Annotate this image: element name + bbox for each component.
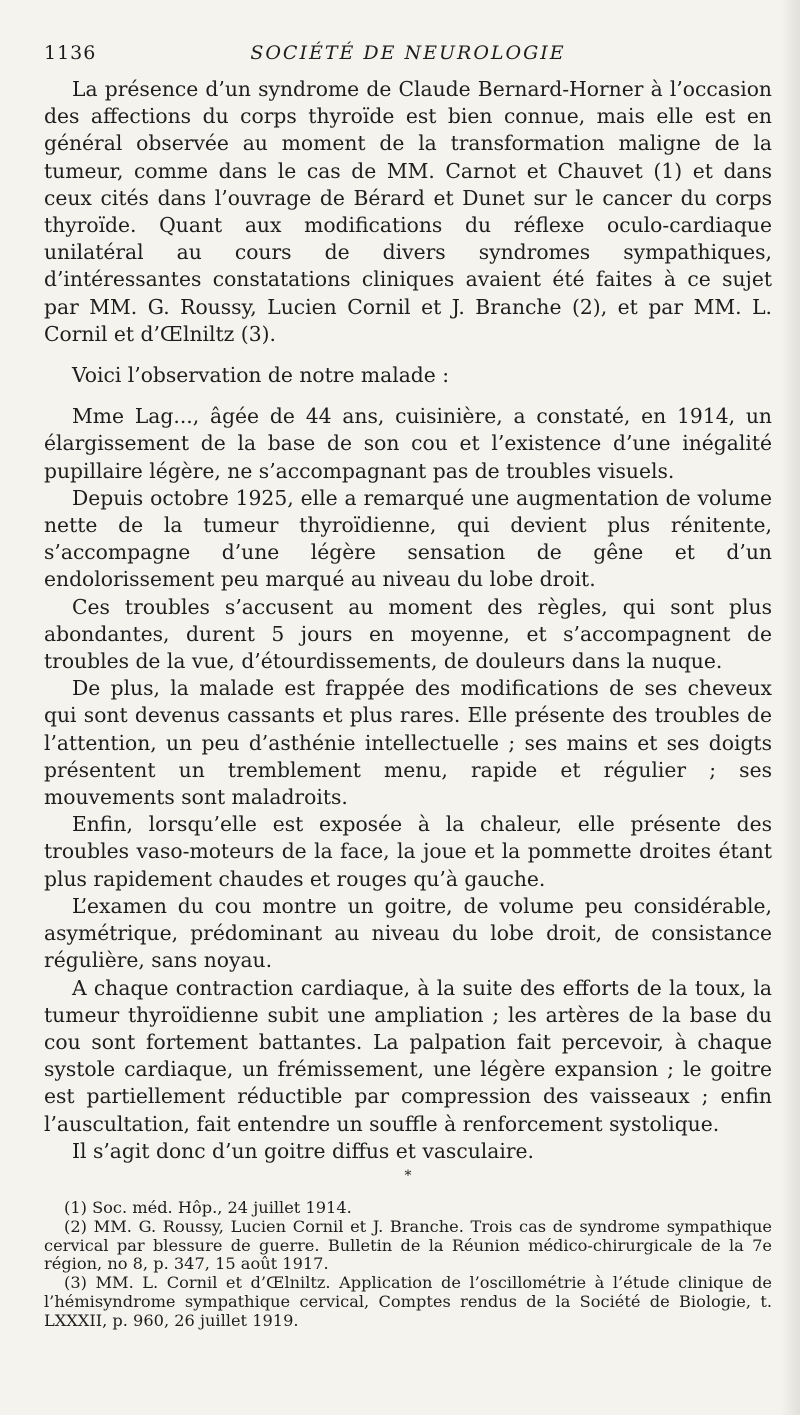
paragraph-conclusion: Il s’agit donc d’un goitre diffus et vasculaire. (72, 1138, 534, 1163)
article-body (44, 76, 772, 1165)
footnotes (44, 1199, 772, 1331)
paragraph-vasomotor: Enfin, lorsqu’elle est exposée à la chaleur, elle présente des troubles vaso-moteurs de la face, la joue et la pommette droites étant plus rapidement chaudes et rouges qu’à gauche. (44, 812, 772, 891)
page-number: 1136 (44, 42, 97, 64)
footnote-2: (2) MM. G. Roussy, Lucien Cornil et J. Branche. Trois cas de syndrome sympathique cervical par blessure de guerre. Bulletin de la Réunion médico-chirurgicale de la 7e région, no 8, p. 347, 15 août 1917. (44, 1216, 772, 1274)
running-title: SOCIÉTÉ DE NEUROLOGIE (250, 42, 566, 64)
section-separator: * (404, 1167, 412, 1184)
footnote-3: (3) MM. L. Cornil et d’Œlniltz. Application de l’oscillométrie à l’étude clinique de l’hémisyndrome sympathique cervical, Comptes rendus de la Société de Biologie, t. LXXXII, p. 960, 26 juillet 1919. (44, 1273, 772, 1330)
paragraph-modifications: De plus, la malade est frappée des modifications de ses cheveux qui sont devenus cassants et plus rares. Elle présente des troubles de l’attention, un peu d’asthénie intellectuelle ; ses mains et ses doigts présentent un tremblement menu, rapide et régulier ; ses mouvements sont maladroits. (44, 676, 772, 810)
paragraph-symptoms: Ces troubles s’accusent au moment des règles, qui sont plus abondantes, durent 5 jours en moyenne, et s’accompagnent de troubles de la vue, d’étourdissements, de douleurs dans la nuque. (44, 594, 772, 674)
paragraph-intro: La présence d’un syndrome de Claude Bernard-Horner à l’occasion des affections du corps thyroïde est bien connue, mais elle est en général observée au moment de la transformation maligne de la tumeur, comme dans le cas de MM. Carnot et Chauvet (1) et dans ceux cités dans l’ouvrage de Bérard et Dunet sur le cancer du corps thyroïde. Quant aux modifications du réflexe oculo-cardiaque unilatéral au cours de divers syndromes sympathiques, d’intéressantes constatations cliniques avaient été faites à ce sujet par MM. G. Roussy, Lucien Cornil et J. Branche (2), et par MM. L. Cornil et d’Œlniltz (3). (44, 77, 772, 346)
paragraph-patient-history: Mme Lag..., âgée de 44 ans, cuisinière, a constaté, en 1914, un élargissement de la base de son cou et l’existence d’une inégalité pupillaire légère, ne s’accompagnant pas de troubles visuels. (44, 404, 772, 483)
page-edge-shadow (780, 0, 800, 1415)
paragraph-progression: Depuis octobre 1925, elle a remarqué une augmentation de volume nette de la tumeur thyroïdienne, qui devient plus rénitente, s’accompagne d’une légère sensation de gêne et d’un endolorissement peu marqué au niveau du lobe droit. (44, 485, 772, 592)
paragraph-examination: L’examen du cou montre un goitre, de volume peu considérable, asymétrique, prédominant au niveau du lobe droit, de consistance régulière, sans noyau. (44, 893, 772, 973)
paragraph-cardiac: A chaque contraction cardiaque, à la suite des efforts de la toux, la tumeur thyroïdienne subit une ampliation ; les artères de la base du cou sont fortement battantes. La palpation fait percevoir, à chaque systole cardiaque, un frémissement, une légère expansion ; le goitre est partiellement réductible par compression des vaisseaux ; enfin l’auscultation, fait entendre un souffle à renforcement systolique. (44, 975, 772, 1136)
book-page (44, 38, 772, 1331)
paragraph-observation-heading: Voici l’observation de notre malade : (72, 363, 450, 388)
footnote-1: (1) Soc. méd. Hôp., 24 juillet 1914. (64, 1197, 352, 1217)
page-header (44, 38, 772, 68)
